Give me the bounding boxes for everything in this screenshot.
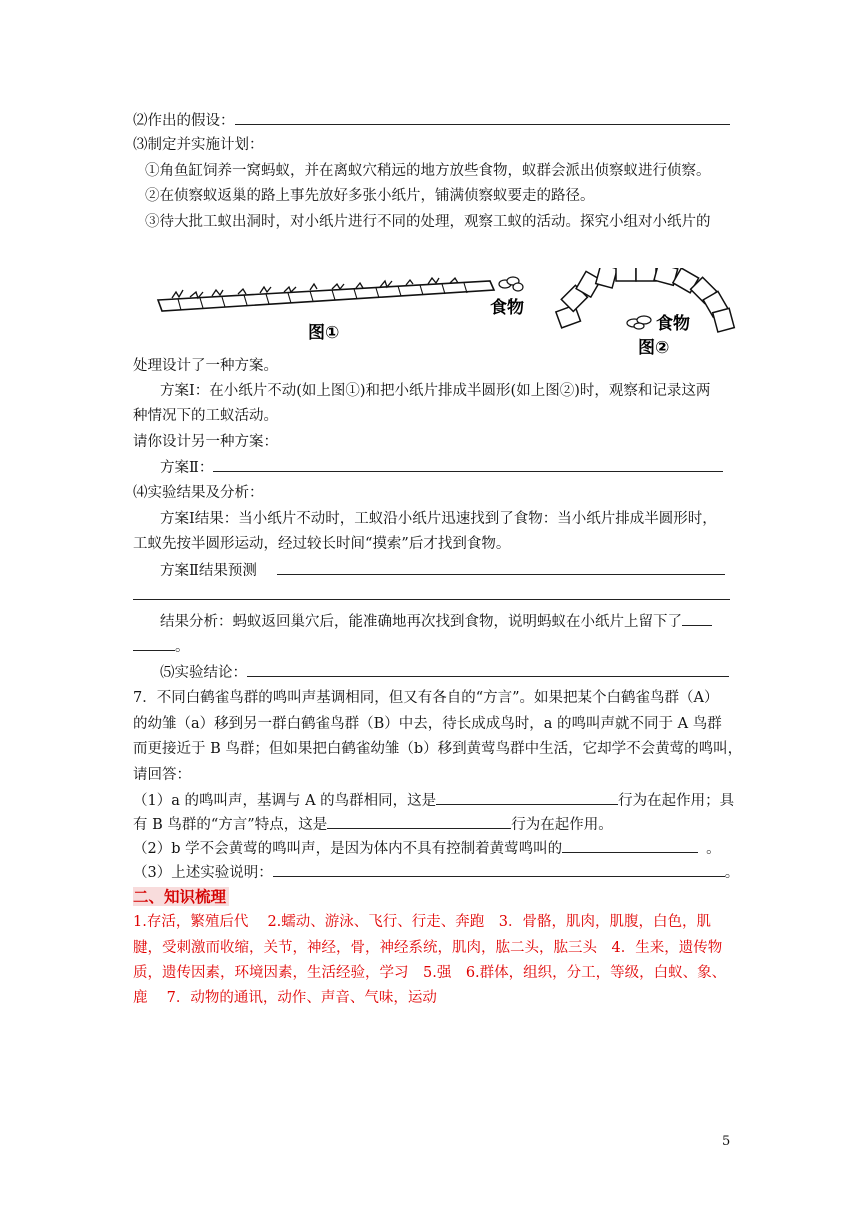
- question-7-line-3: 而更接近于 B 鸟群；但如果把白鹤雀幼雏（b）移到黄莺鸟群中生活，它却学不会黄莺的鸣叫，: [133, 741, 743, 757]
- figure-1-label: 图①: [308, 323, 340, 343]
- answer-blank: [327, 814, 511, 829]
- question-7-line-1: 7．不同白鹤雀鸟群的鸣叫声基调相同，但又有各自的“方言”。如果把某个白鹤雀鸟群（A）: [133, 690, 719, 706]
- result-heading: ⑷实验结果及分析：: [133, 485, 264, 501]
- scheme-i-line-1: 方案Ⅰ：在小纸片不动(如上图①)和把小纸片排成半圆形(如上图②)时，观察和记录这两: [160, 383, 711, 399]
- conclusion-label: ⑸实验结论：: [160, 665, 247, 681]
- question-text: 有 B 鸟群的“方言”特点，这是: [133, 817, 328, 833]
- answer-line-1: 1.存活，繁殖后代 2.蠕动、游泳、飞行、行走、奔跑 3．骨骼，肌肉，肌腹，白色，肌: [133, 914, 711, 930]
- plan-heading: ⑶制定并实施计划：: [133, 137, 264, 153]
- analysis-line: [160, 611, 712, 632]
- question-text: 行为在起作用。: [511, 817, 613, 833]
- answer-blank: [273, 862, 725, 877]
- answer-blank: [247, 662, 729, 677]
- answer-blank: [277, 560, 725, 575]
- result-ii-continuation: [133, 585, 730, 606]
- answer-line-2: 腱，受刺激而收缩，关节，神经，骨，神经系统，肌肉，肱二头，肱三头 4．生来，遗传物: [133, 940, 723, 956]
- question-text: （2）b 学不会黄莺的鸣叫声，是因为体内不具有控制着黄莺鸣叫的: [133, 841, 563, 857]
- result-ii-line: [160, 560, 725, 581]
- result-i-line-2: 工蚁先按半圆形运动，经过较长时间“摸索”后才找到食物。: [133, 536, 511, 552]
- scheme-i-line-2: 种情况下的工蚁活动。: [133, 408, 278, 424]
- question-text: 行为在起作用；具: [618, 793, 735, 809]
- page-number: 5: [722, 1134, 731, 1149]
- answer-blank: [133, 636, 175, 651]
- answer-line-3: 质，遗传因素，环境因素，生活经验，学习 5.强 6.群体，组织，分工，等级，白蚁、象、: [133, 965, 727, 981]
- scheme-ii-label: 方案Ⅱ：: [160, 460, 214, 476]
- food-pile-2: [627, 316, 651, 329]
- answer-blank: [133, 585, 730, 600]
- result-i-line-1: 方案Ⅰ结果：当小纸片不动时，工蚁沿小纸片迅速找到了食物：当小纸片排成半圆形时，: [160, 511, 717, 527]
- answer-line-4: 鹿 7．动物的通讯，动作、声音、气味，运动: [133, 990, 437, 1006]
- question-7-line-2: 的幼雏（a）移到另一群白鹤雀鸟群（B）中去，待长成成鸟时，a 的鸣叫声就不同于 A 鸟群: [133, 716, 722, 732]
- plan-step-3: ③待大批工蚁出洞时，对小纸片进行不同的处理，观察工蚁的活动。探究小组对小纸片的: [145, 214, 711, 230]
- answer-blank: [562, 838, 698, 853]
- paper-arch: [556, 268, 734, 332]
- conclusion-line: [160, 662, 729, 683]
- paper-strip-straight: [158, 277, 523, 311]
- food-label-1: 食物: [490, 298, 524, 318]
- question-text: 。: [724, 865, 740, 881]
- section-heading: 二、知识梳理: [133, 887, 229, 906]
- question-7-2-line: [133, 838, 721, 859]
- analysis-text: 结果分析：蚂蚁返回巢穴后，能准确地再次找到食物，说明蚂蚁在小纸片上留下了: [160, 614, 682, 630]
- question-7-1-line-1: [133, 790, 734, 811]
- answer-blank: [436, 790, 618, 805]
- question-7-3-line: [133, 862, 739, 883]
- answer-blank: [235, 110, 730, 125]
- analysis-continuation: [133, 636, 190, 657]
- analysis-end: 。: [175, 639, 190, 655]
- plan-step-1: ①角鱼缸饲养一窝蚂蚁，并在离蚁穴稍远的地方放些食物，蚁群会派出侦察蚁进行侦察。: [145, 163, 711, 179]
- food-label-2: 食物: [656, 314, 690, 334]
- scheme-ii-line: [160, 457, 723, 478]
- section-heading-line: [133, 887, 229, 908]
- ant-experiment-figure: [150, 268, 750, 363]
- design-prompt: 请你设计另一种方案：: [133, 434, 278, 450]
- hypothesis-label: ⑵作出的假设：: [133, 113, 235, 129]
- food-pile-1: [499, 277, 523, 291]
- answer-blank: [682, 611, 712, 626]
- question-text: 。: [706, 841, 721, 857]
- question-text: （3）上述实验说明：: [133, 865, 273, 881]
- question-7-1-line-2: [133, 814, 613, 835]
- plan-step-2: ②在侦察蚁返巢的路上事先放好多张小纸片，铺满侦察蚁要走的路径。: [145, 188, 595, 204]
- result-ii-label: 方案Ⅱ结果预测: [160, 563, 257, 579]
- question-7-line-4: 请回答：: [133, 767, 191, 783]
- procedure-line: 处理设计了一种方案。: [133, 358, 278, 374]
- figure-2-label: 图②: [638, 338, 670, 358]
- question-text: （1）a 的鸣叫声，基调与 A 的鸟群相同，这是: [133, 793, 437, 809]
- hypothesis-line: [133, 110, 730, 131]
- answer-blank: [213, 457, 723, 472]
